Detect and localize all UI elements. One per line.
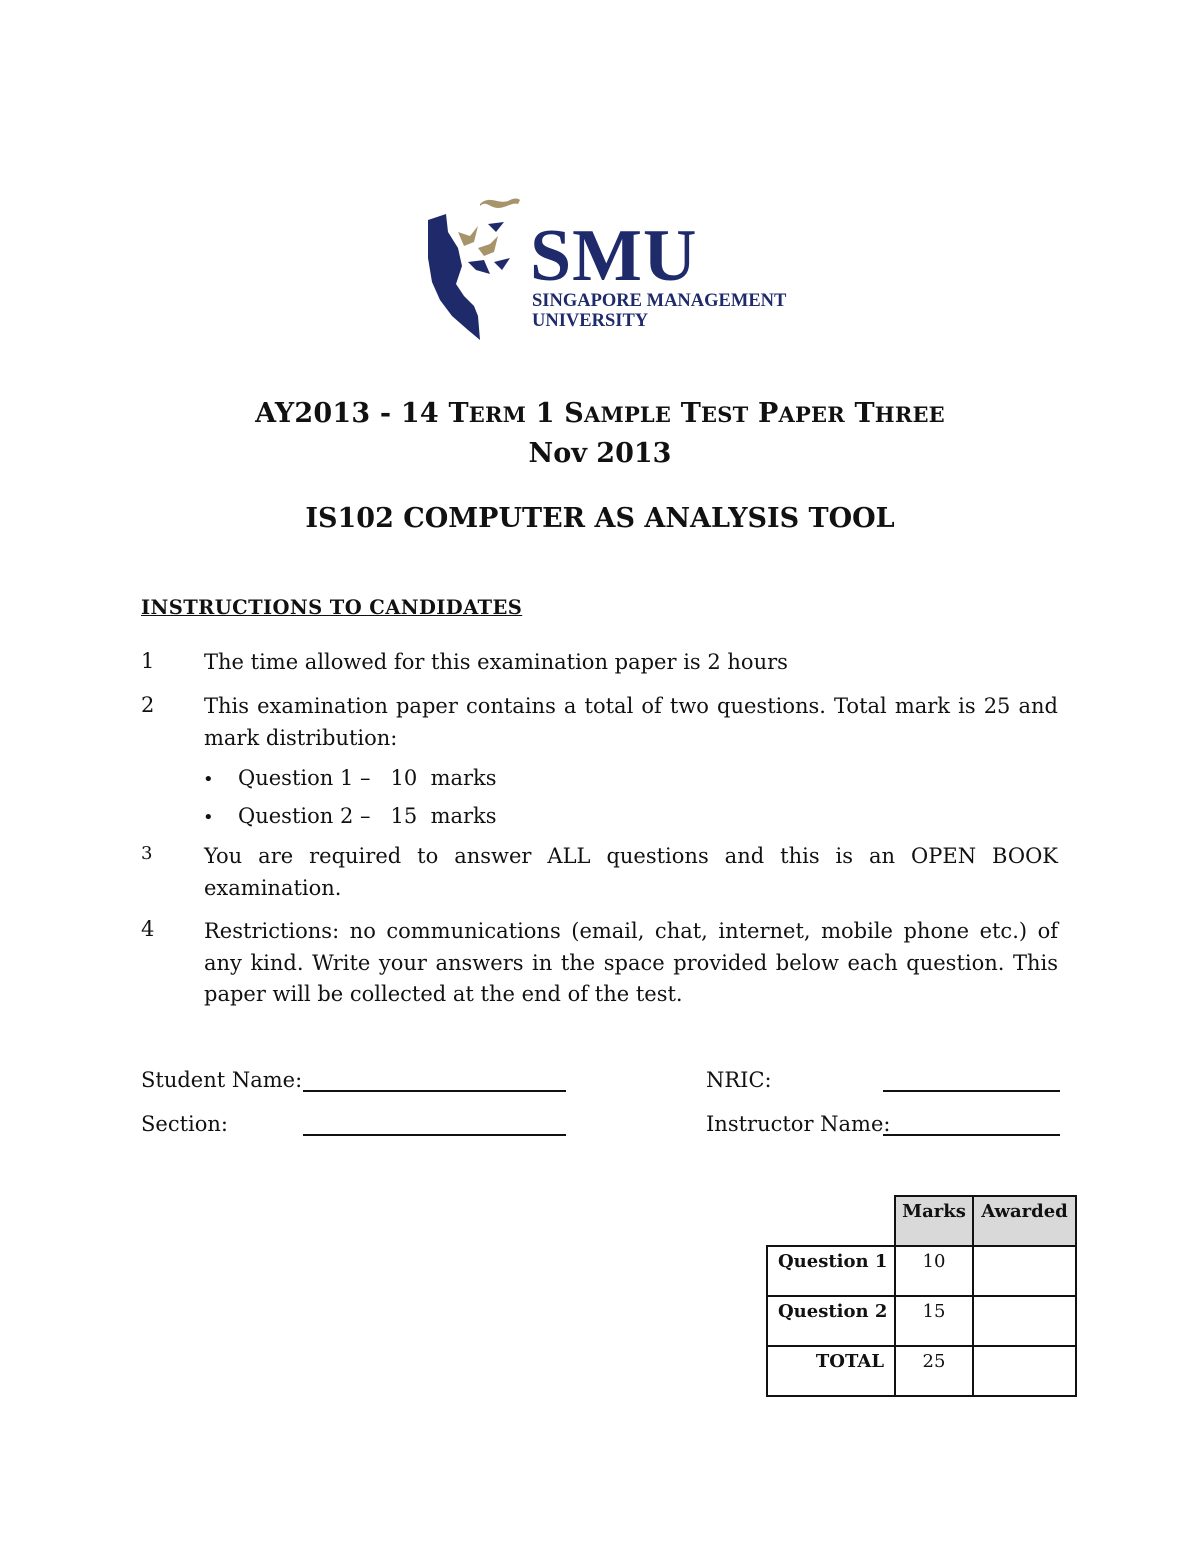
instruction-number: 3 [141,843,153,864]
row-label: Question 2 [767,1296,895,1346]
table-row [767,1296,1076,1346]
marks-cell: 10 [895,1246,973,1296]
marks-header: Marks [895,1196,973,1246]
smu-logo [418,192,798,344]
table-row [767,1346,1076,1396]
instruction-text: The time allowed for this examination paper is 2 hours [204,650,788,674]
instruction-number: 1 [141,649,155,673]
table-row [767,1246,1076,1296]
student-name-field[interactable] [303,1090,566,1092]
instructor-name-label: Instructor Name: [706,1112,891,1136]
table-corner-cell [767,1196,895,1246]
awarded-cell[interactable] [973,1296,1076,1346]
mark-distribution-item: Question 1 – 10 marks [238,766,497,790]
total-awarded-cell[interactable] [973,1346,1076,1396]
logo-emblem-silhouette [428,214,480,340]
instruction-text: Restrictions: no communications (email, chat, internet, mobile phone etc.) of any kind. Write your answers in the space provided below each question. This paper will be collected at the end of the test. [204,919,1058,1006]
instruction-text: You are required to answer ALL questions and this is an OPEN BOOK examination. [204,844,1058,900]
mark-distribution-item: Question 2 – 15 marks [238,804,497,828]
logo-emblem-wave [480,199,520,209]
instruction-number: 2 [141,693,155,717]
bullet-icon: • [203,807,214,828]
section-field[interactable] [303,1134,566,1136]
bullet-icon: • [203,769,214,790]
section-label: Section: [141,1112,228,1136]
instructions-heading: INSTRUCTIONS TO CANDIDATES [141,596,523,619]
exam-date: Nov 2013 [528,438,672,469]
logo-emblem-chevron-navy [488,222,504,232]
exam-title: AY2013 - 14 TERM 1 SAMPLE TEST PAPER THREE [255,398,945,429]
instruction-text: This examination paper contains a total of two questions. Total mark is 25 and mark distribution: [204,694,1058,750]
instruction-number: 4 [141,917,155,941]
logo-emblem-chevron-gold [458,226,478,246]
course-title: IS102 COMPUTER AS ANALYSIS TOOL [305,503,895,534]
table-header-row [767,1196,1076,1246]
logo-university-line1: SINGAPORE MANAGEMENT [532,291,787,311]
total-label: TOTAL [767,1346,895,1396]
instructor-name-field[interactable] [883,1134,1060,1136]
nric-label: NRIC: [706,1068,772,1092]
row-label: Question 1 [767,1246,895,1296]
awarded-header: Awarded [973,1196,1076,1246]
total-marks-cell: 25 [895,1346,973,1396]
nric-field[interactable] [883,1090,1060,1092]
marks-cell: 15 [895,1296,973,1346]
student-name-label: Student Name: [141,1068,303,1092]
awarded-cell[interactable] [973,1246,1076,1296]
marks-table [766,1195,1077,1397]
logo-wordmark: SMU [530,215,698,297]
logo-university-line2: UNIVERSITY [532,311,649,331]
